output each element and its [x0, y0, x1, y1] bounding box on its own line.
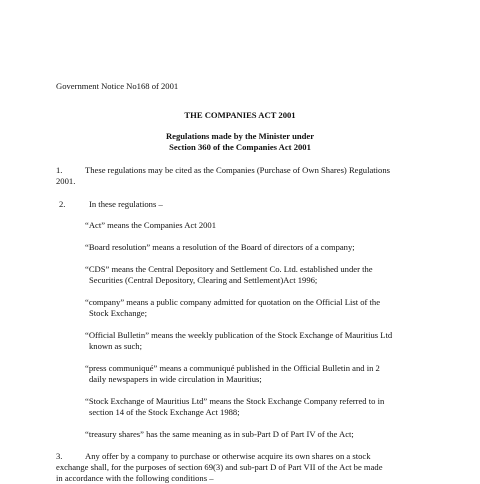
para3-number: 3. — [56, 451, 63, 461]
definition-company-line-2: Stock Exchange; — [89, 308, 147, 318]
para2-intro: In these regulations – — [89, 199, 163, 209]
definition-treasury-shares: “treasury shares” has the same meaning as in sub-Part D of Part IV of the Act; — [85, 429, 354, 439]
definition-press-line-2: daily newspapers in wide circulation in Mauritius; — [89, 374, 262, 384]
notice-number: Government Notice No168 of 2001 — [56, 81, 179, 91]
definition-bulletin-line-2: known as such; — [89, 341, 142, 351]
definition-cds-line-2: Securities (Central Depository, Clearing and Settlement)Act 1996; — [89, 275, 318, 285]
definition-sem-line-1: “Stock Exchange of Mauritius Ltd” means the Stock Exchange Company referred to in — [85, 396, 385, 406]
definition-company-line-1: “company” means a public company admitted for quotation on the Official List of the — [85, 297, 381, 307]
para2-number: 2. — [59, 199, 66, 209]
para1-number: 1. — [56, 165, 63, 175]
para3-text-line-3: in accordance with the following conditions – — [56, 473, 214, 483]
para1-text-line-1: These regulations may be cited as the Companies (Purchase of Own Shares) Regulations — [85, 165, 390, 175]
definition-board-resolution: “Board resolution” means a resolution of the Board of directors of a company; — [85, 242, 355, 252]
definition-bulletin-line-1: “Official Bulletin” means the weekly publication of the Stock Exchange of Mauritius Ltd — [85, 330, 393, 340]
subtitle-line-2: Section 360 of the Companies Act 2001 — [169, 142, 311, 152]
para3-text-line-2: exchange shall, for the purposes of section 69(3) and sub-part D of Part VII of the Act be made — [56, 462, 383, 472]
para3-text-line-1: Any offer by a company to purchase or otherwise acquire its own shares on a stock — [85, 451, 371, 461]
subtitle-line-1: Regulations made by the Minister under — [165, 131, 315, 141]
act-title: THE COMPANIES ACT 2001 — [184, 110, 296, 120]
definition-press-line-1: “press communiqué” means a communiqué published in the Official Bulletin and in 2 — [85, 363, 380, 373]
definition-act: “Act” means the Companies Act 2001 — [85, 220, 217, 230]
para1-text-line-2: 2001. — [56, 176, 76, 186]
definition-sem-line-2: section 14 of the Stock Exchange Act 1988; — [89, 407, 240, 417]
definition-cds-line-1: “CDS” means the Central Depository and Settlement Co. Ltd. established under the — [85, 264, 373, 274]
